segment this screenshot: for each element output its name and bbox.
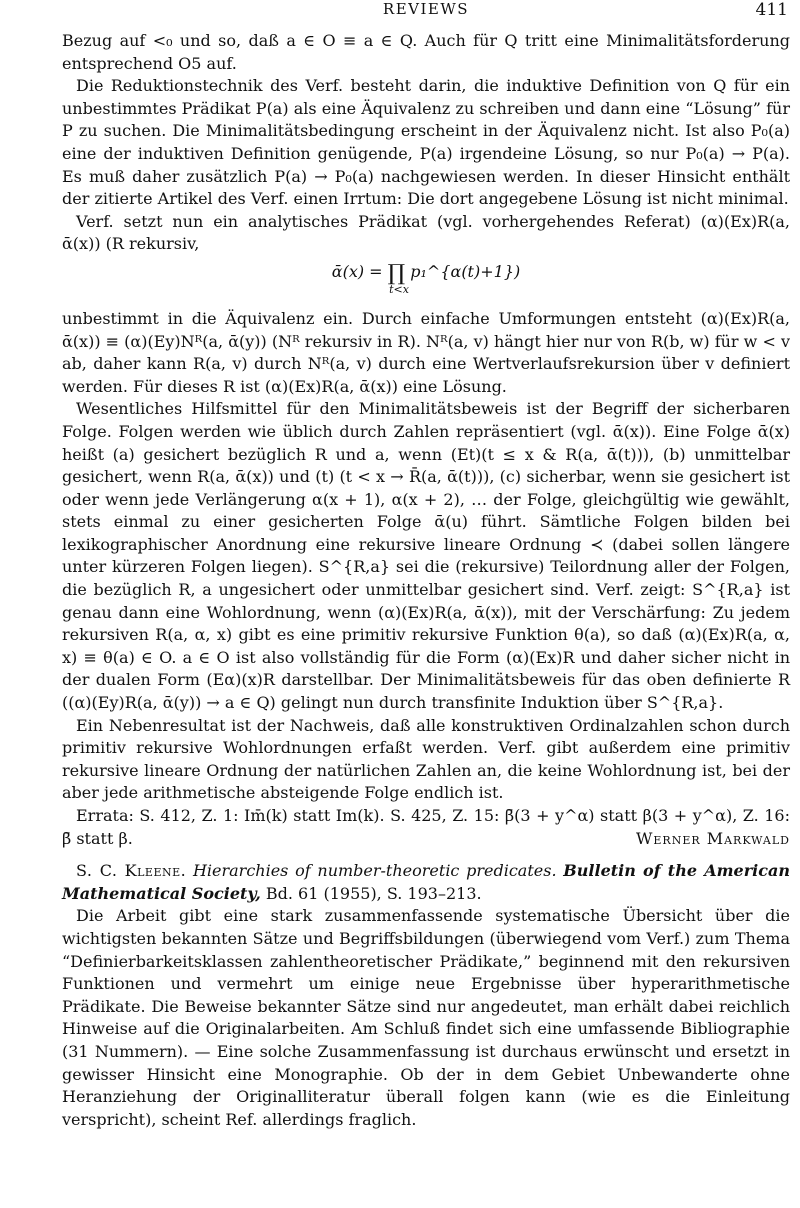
review-paragraph: Wesentliches Hilfsmittel für den Minimalitätsbeweis ist der Begriff der sicherbaren Folge. Folgen werden wie üblich durch Zahlen repräsentiert (vgl. ᾱ(x)). Eine Folge ᾱ(x) heißt (a) gesichert bezüglich R und a, wenn (Et)(t ≤ x & R(a, ᾱ(t))), (b) unmittelbar gesichert, wenn R(a, ᾱ(x)) und (t) (t < x → R̄(a, ᾱ(t))), (c) sicherbar, wenn sie gesichert ist oder wenn jede Verlängerung α(x + 1), α(x + 2), … der Folge, gleichgültig wie gewählt, stets einmal zu einer gesicherten Folge ᾱ(u) führt. Sämtliche Folgen bilden bei lexikographischer Anordnung eine rekursive lineare Ordnung ≺ (dabei sollen längere unter kürzeren Folgen liegen). S^{R,a} sei die (rekursive) Teilordnung aller der Folgen, die bezüglich R, a ungesichert oder unmittelbar gesichert sind. Verf. zeigt: S^{R,a} ist genau dann eine Wohlordnung, wenn (α)(Ex)R(a, ᾱ(x)), mit der Verschärfung: Zu jedem rekursiven R(a, α, x) gibt es eine primitiv rekursive Funktion θ(a), so daß (α)(Ex)R(a, α, x) ≡ θ(a) ∈ O. a ∈ O ist also vollständig für die Form (α)(Ex)R und daher sicher nicht in der dualen Form (Eα)(x)R darstellbar. Der Minimalitätsbeweis für das oben definierte R ((α)(Ey)R(a, ᾱ(y)) → a ∈ Q) gelingt nun durch transfinite Induktion über S^{R,a}. — [62, 399, 790, 713]
formula-right: p₁^{α(t)+1}) — [410, 261, 521, 281]
product-symbol: ∏ — [387, 260, 406, 286]
review-paragraph: Bezug auf <₀ und so, daß a ∈ O ≡ a ∈ Q. Auch für Q tritt eine Minimalitätsforderung entsprechend O5 auf. — [62, 31, 790, 73]
review-journal: Bulletin of the American Mathematical Society, — [62, 861, 790, 903]
review-volume: Bd. 61 (1955), S. 193–213. — [265, 883, 482, 903]
review-markwald — [62, 30, 790, 850]
review-paragraph: Verf. setzt nun ein analytisches Prädikat (vgl. vorhergehendes Referat) (α)(Ex)R(a, ᾱ(x)) (R rekursiv, — [62, 211, 790, 254]
formula-subscript: t<x — [389, 282, 409, 296]
review-paragraph: Die Reduktionstechnik des Verf. besteht darin, die induktive Definition von Q für ein unbestimmtes Prädikat P(a) als eine Äquivalenz zu schreiben und dann eine “Lösung” für P zu suchen. Die Minimalitätsbedingung erscheint in der Äquivalenz nicht. Ist also P₀(a) eine der induktiven Definition genügende, P(a) irgendeine Lösung, so nur P₀(a) → P(a). Es muß daher zusätzlich P(a) → P₀(a) nachgewiesen werden. In dieser Hinsicht enthält der zitierte Artikel des Verf. einen Irrtum: Die dort angegebene Lösung ist nicht minimal. — [62, 76, 790, 209]
review-paragraph: unbestimmt in die Äquivalenz ein. Durch einfache Umformungen entsteht (α)(Ex)R(a, ᾱ(x)) ≡ (α)(Ey)Nᴿ(a, ᾱ(y)) (Nᴿ rekursiv in R). Nᴿ(a, v) hängt hier nur von R(b, w) für w < v ab, daher kann R(a, v) durch Nᴿ(a, v) durch eine Wertverlaufsrekursion über v definiert werden. Für dieses R ist (α)(Ex)R(a, ᾱ(x)) eine Lösung. — [62, 308, 790, 396]
running-header — [62, 0, 790, 30]
display-formula — [62, 262, 790, 300]
review-paper-title: Hierarchies of number-theoretic predicates. — [192, 861, 557, 881]
errata-text: Errata: S. 412, Z. 1: Im̄(k) statt Im(k). S. 425, Z. 15: β̄(3 + y^α) statt β(3 + y^α), Z. 16: β̄ statt β. — [62, 806, 790, 848]
review-citation — [62, 860, 790, 905]
review-authors: S. C. Kleene. — [76, 861, 187, 881]
review-paragraph: Die Arbeit gibt eine stark zusammenfassende systematische Übersicht über die wichtigsten bekannten Sätze und Begriffsbildungen (überwiegend vom Verf.) zum Thema “Definierbarkeitsklassen zahlentheoretischer Prädikate,” beginnend mit den rekursiven Funktionen und vermehrt um einige neue Ergebnisse über hyperarithmetische Prädikate. Die Beweise bekannter Sätze sind nur angedeutet, man erhält dabei reichlich Hinweise auf die Originalarbeiten. Am Schluß findet sich eine umfassende Bibliographie (31 Nummern). — Eine solche Zusammenfassung ist durchaus erwünscht und ersetzt in gewisser Hinsicht eine Monographie. Ob der in dem Gebiet Unbewanderte ohne Heranziehung der Originalliteratur überall folgen kann (wie es die Einleitung verspricht), scheint Ref. allerdings fraglich. — [62, 906, 790, 1129]
review-kleene — [62, 860, 790, 1131]
errata-line — [62, 805, 790, 850]
journal-page — [62, 0, 790, 1208]
page-number: 411 — [755, 0, 788, 20]
running-title: REVIEWS — [382, 0, 470, 18]
review-paragraph: Ein Nebenresultat ist der Nachweis, daß alle konstruktiven Ordinalzahlen schon durch primitiv rekursive Wohlordnungen erfaßt werden. Verf. gibt außerdem eine primitiv rekursive lineare Ordnung der natürlichen Zahlen an, die keine Wohlordnung ist, bei der aber jede arithmetische absteigende Folge endlich ist. — [62, 715, 790, 803]
formula-left: ᾱ(x) = — [331, 261, 388, 281]
reviewer-signature: Werner Markwald — [635, 828, 790, 848]
